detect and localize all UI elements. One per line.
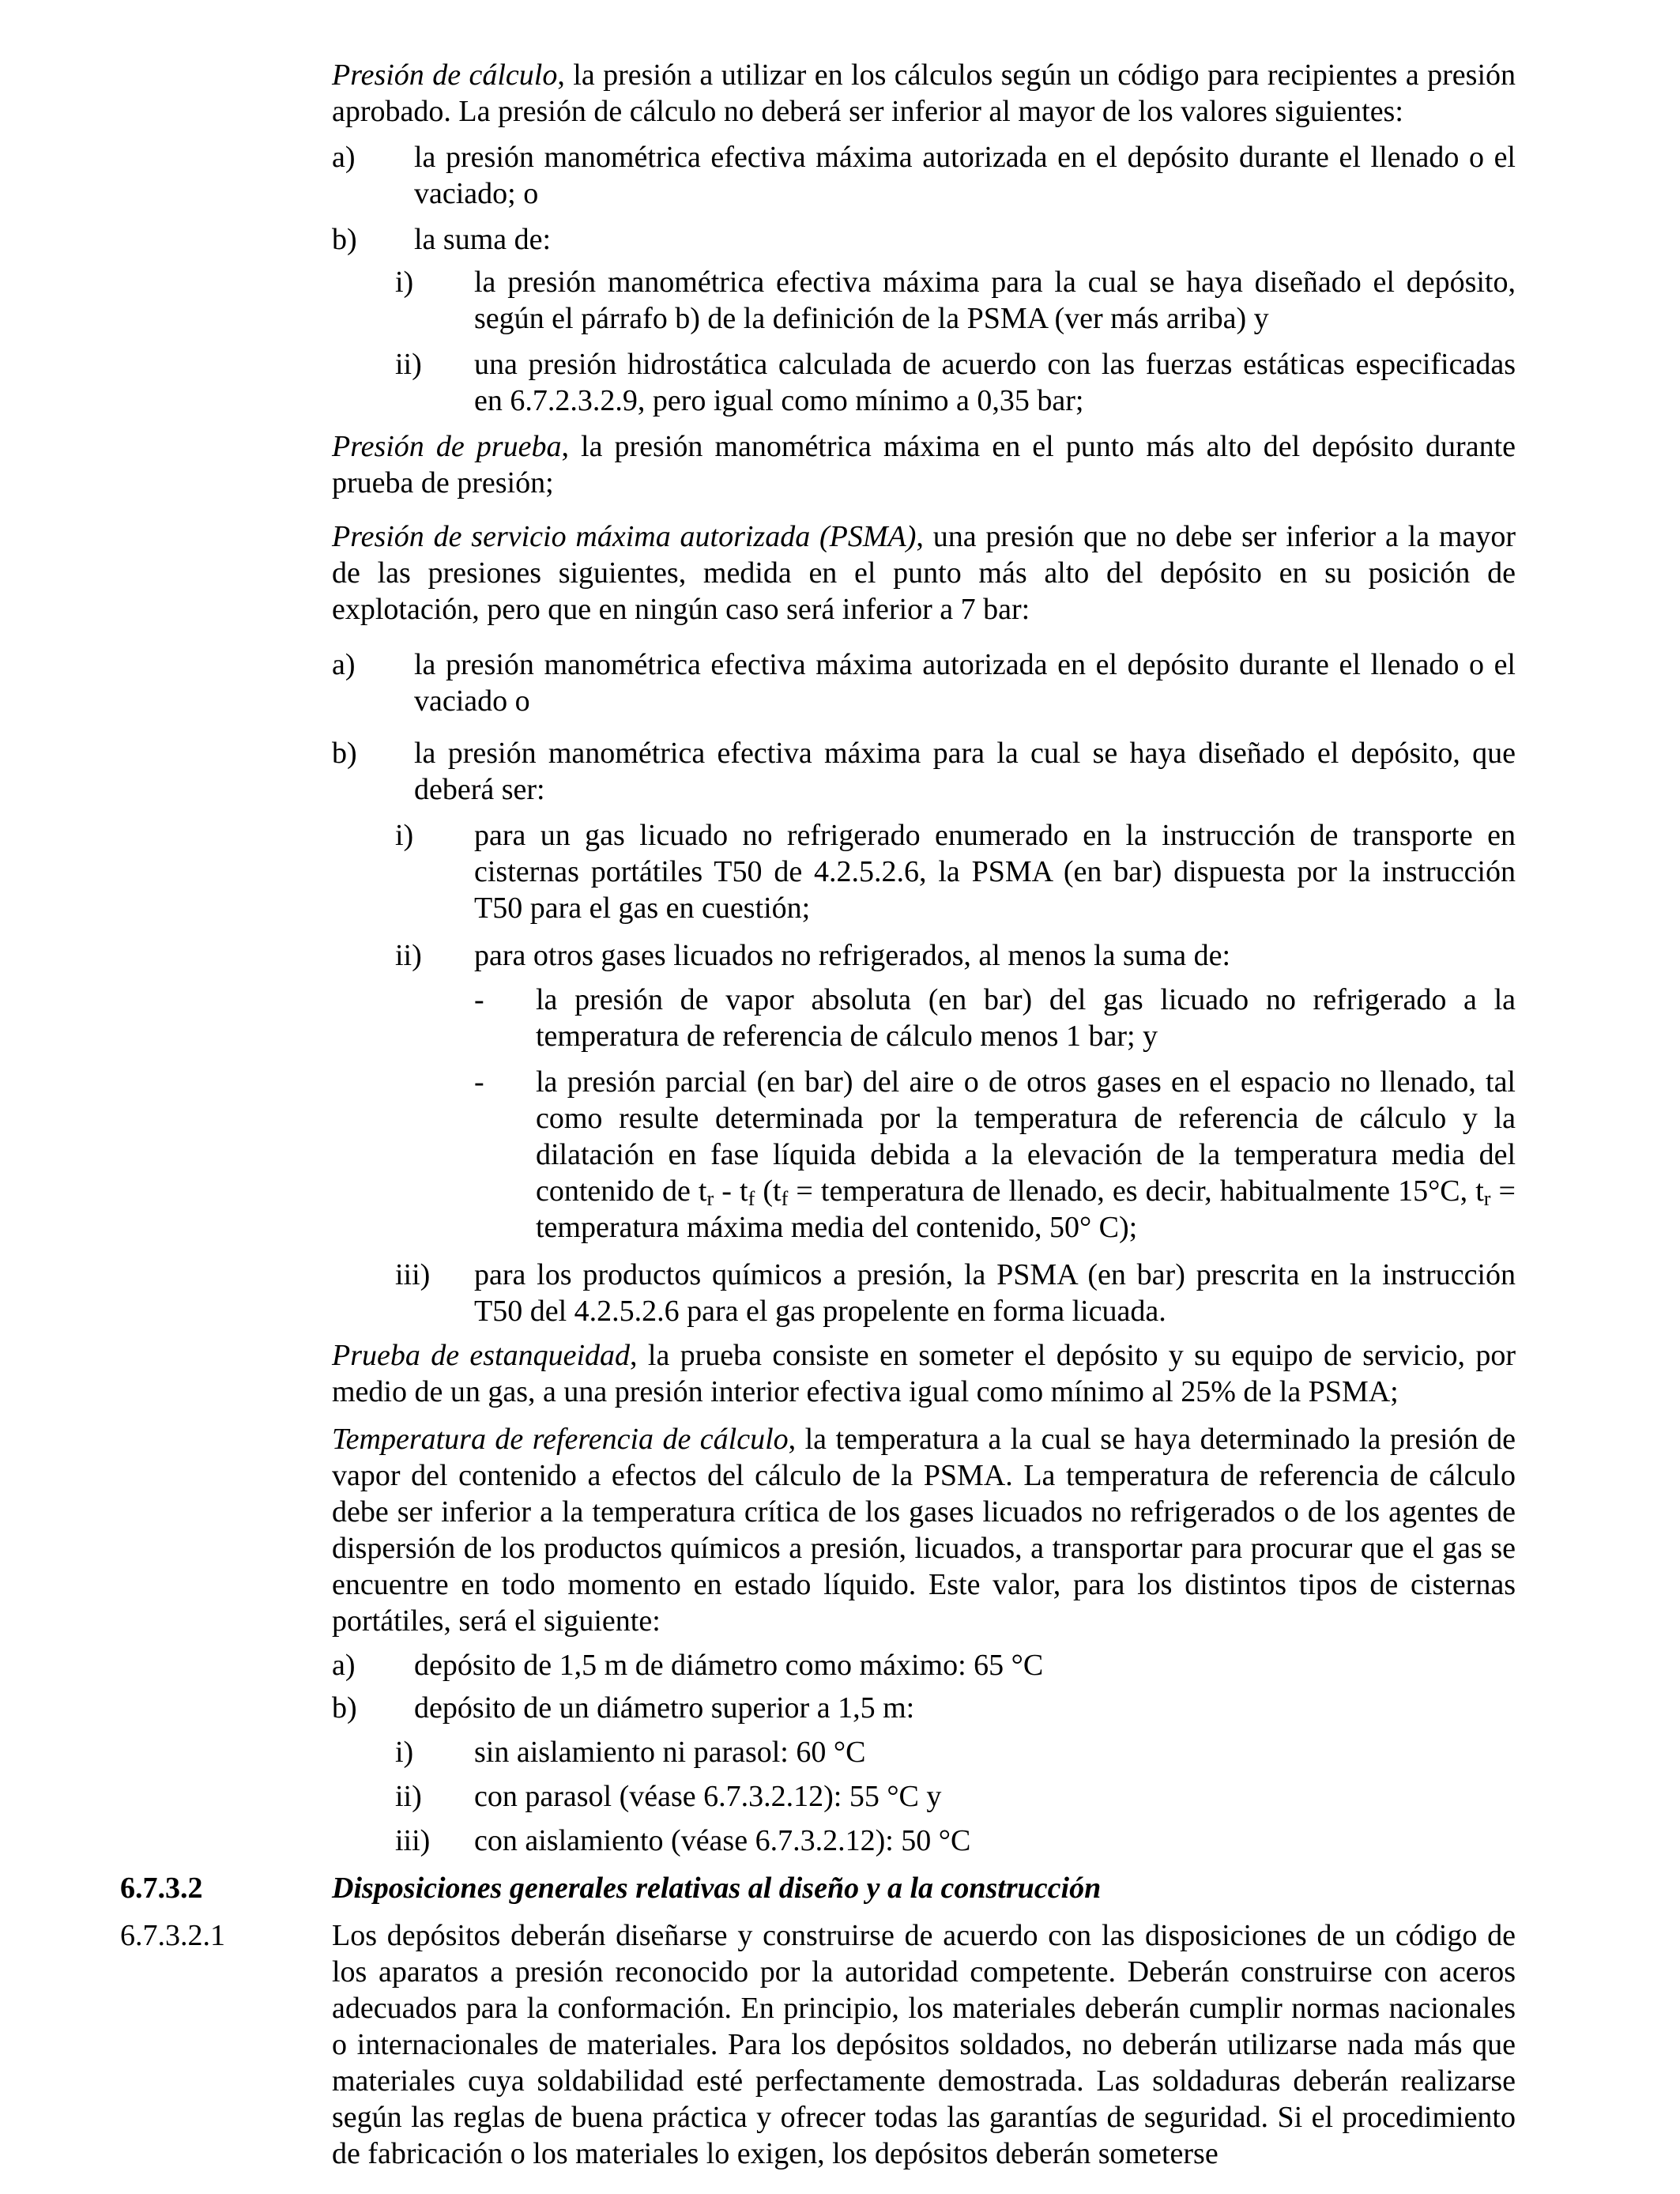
list-text: depósito de un diámetro superior a 1,5 m: (414, 1691, 915, 1725)
list-text: para los productos químicos a presión, la PSMA (en bar) prescrita en la instrucción T50 del 4.2.5.2.6 para el gas propelente en forma licuada. (474, 1258, 1516, 1328)
list-marker: a) (332, 141, 356, 174)
list-marker: a) (332, 1649, 356, 1682)
list-text (536, 1064, 1516, 1246)
list-text: una presión hidrostática calculada de acuerdo con las fuerzas estáticas especificadas en 6.7.2.3.2.9, pero igual como mínimo a 0,35 bar; (474, 348, 1516, 417)
subscript: f (748, 1187, 755, 1210)
term: Prueba de estanqueidad (332, 1339, 631, 1372)
list-text: sin aislamiento ni parasol: 60 °C (474, 1736, 866, 1769)
list-text: con parasol (véase 6.7.3.2.12): 55 °C y (474, 1780, 942, 1813)
definition-presion-prueba (332, 428, 1516, 501)
subscript: f (781, 1187, 789, 1210)
term: Presión de cálculo (332, 58, 558, 92)
list-marker: iii) (395, 1258, 431, 1291)
list-marker: - (474, 983, 484, 1016)
list-text: la presión manométrica efectiva máxima autorizada en el depósito durante el llenado o el vaciado; o (414, 141, 1516, 210)
list-marker: - (474, 1065, 484, 1099)
list-text: para un gas licuado no refrigerado enumerado en la instrucción de transporte en cisternas portátiles T50 de 4.2.5.2.6, la PSMA (en bar) dispuesta por la instrucción T50 para el gas en cuestión; (474, 819, 1516, 925)
list-text: para otros gases licuados no refrigerados, al menos la suma de: (474, 939, 1231, 972)
definition-presion-calculo (332, 57, 1516, 130)
definition-text: , la temperatura a la cual se haya determinado la presión de vapor del contenido a efectos del cálculo de la PSMA. La temperatura de referencia de cálculo debe ser inferior a la temperatura crítica de los gases licuados no refrigerados o de los agentes de dispersión de los productos químicos a presión, licuados, a transportar para procurar que el gas se encuentre en todo momento en estado líquido. Este valor, para los distintos tipos de cisternas portátiles, será el siguiente: (332, 1423, 1516, 1638)
list-marker: ii) (395, 939, 422, 972)
definition-psma (332, 518, 1516, 628)
text-segment: = temperatura máxima media del contenido, 50° C); (536, 1174, 1516, 1244)
definition-temperatura-referencia (332, 1421, 1516, 1639)
list-marker: iii) (395, 1824, 431, 1857)
list-text: la presión manométrica efectiva máxima para la cual se haya diseñado el depósito, que deberá ser: (414, 737, 1516, 806)
definition-prueba-estanqueidad (332, 1337, 1516, 1410)
definition-text: , una presión que no debe ser inferior a la mayor de las presiones siguientes, medida en el punto más alto del depósito en su posición de explotación, pero que en ningún caso será inferior a 7 bar: (332, 520, 1516, 626)
list-marker: i) (395, 1736, 414, 1769)
text-segment: - t (714, 1174, 748, 1208)
subsection-number: 6.7.3.2.1 (120, 1919, 225, 1952)
list-marker: i) (395, 266, 414, 299)
list-text: la presión manométrica efectiva máxima autorizada en el depósito durante el llenado o el vaciado o (414, 648, 1516, 718)
list-marker: ii) (395, 1780, 422, 1813)
definition-text: , la presión a utilizar en los cálculos según un código para recipientes a presión aprobado. La presión de cálculo no deberá ser inferior al mayor de los valores siguientes: (332, 58, 1516, 128)
list-marker: i) (395, 819, 414, 852)
list-marker: b) (332, 223, 357, 256)
definition-text: , la prueba consiste en someter el depósito y su equipo de servicio, por medio de un gas, a una presión interior efectiva igual como mínimo al 25% de la PSMA; (332, 1339, 1516, 1408)
text-segment: (t (755, 1174, 782, 1208)
list-marker: ii) (395, 348, 422, 381)
term: Presión de prueba (332, 430, 562, 463)
list-marker: a) (332, 648, 356, 681)
list-marker: b) (332, 1691, 357, 1725)
list-text: la presión manométrica efectiva máxima para la cual se haya diseñado el depósito, según el párrafo b) de la definición de la PSMA (ver más arriba) y (474, 266, 1516, 335)
term: Presión de servicio máxima autorizada (PSMA) (332, 520, 917, 553)
subsection-text: Los depósitos deberán diseñarse y construirse de acuerdo con las disposiciones de un código de los aparatos a presión reconocido por la autoridad competente. Deberán construirse con aceros adecuados para la conformación. En principio, los materiales deberán cumplir normas nacionales o internacionales de materiales. Para los depósitos soldados, no deberán utilizarse nada más que materiales cuya soldabilidad esté perfectamente demostrada. Las soldaduras deberán realizarse según las reglas de buena práctica y ofrecer todas las garantías de seguridad. Si el procedimiento de fabricación o los materiales lo exigen, los depósitos deberán someterse (332, 1919, 1516, 2170)
list-text: la suma de: (414, 223, 552, 256)
list-text: la presión de vapor absoluta (en bar) del gas licuado no refrigerado a la temperatura de referencia de cálculo menos 1 bar; y (536, 983, 1516, 1053)
definition-text: , la presión manométrica máxima en el punto más alto del depósito durante prueba de presión; (332, 430, 1516, 499)
subscript: r (706, 1187, 714, 1210)
text-segment: = temperatura de llenado, es decir, habitualmente 15°C, t (788, 1174, 1484, 1208)
text-segment: la presión parcial (en bar) del aire o de otros gases en el espacio no llenado, tal como resulte determinada por la temperatura de referencia de cálculo y la dilatación en fase líquida debida a la elevación de la temperatura media del contenido de t (536, 1065, 1516, 1208)
section-number: 6.7.3.2 (120, 1872, 203, 1905)
list-text: depósito de 1,5 m de diámetro como máximo: 65 °C (414, 1649, 1044, 1682)
list-text: con aislamiento (véase 6.7.3.2.12): 50 °C (474, 1824, 971, 1857)
subscript: r (1483, 1187, 1491, 1210)
section-title: Disposiciones generales relativas al diseño y a la construcción (332, 1872, 1102, 1905)
list-marker: b) (332, 737, 357, 770)
term: Temperatura de referencia de cálculo (332, 1423, 789, 1456)
